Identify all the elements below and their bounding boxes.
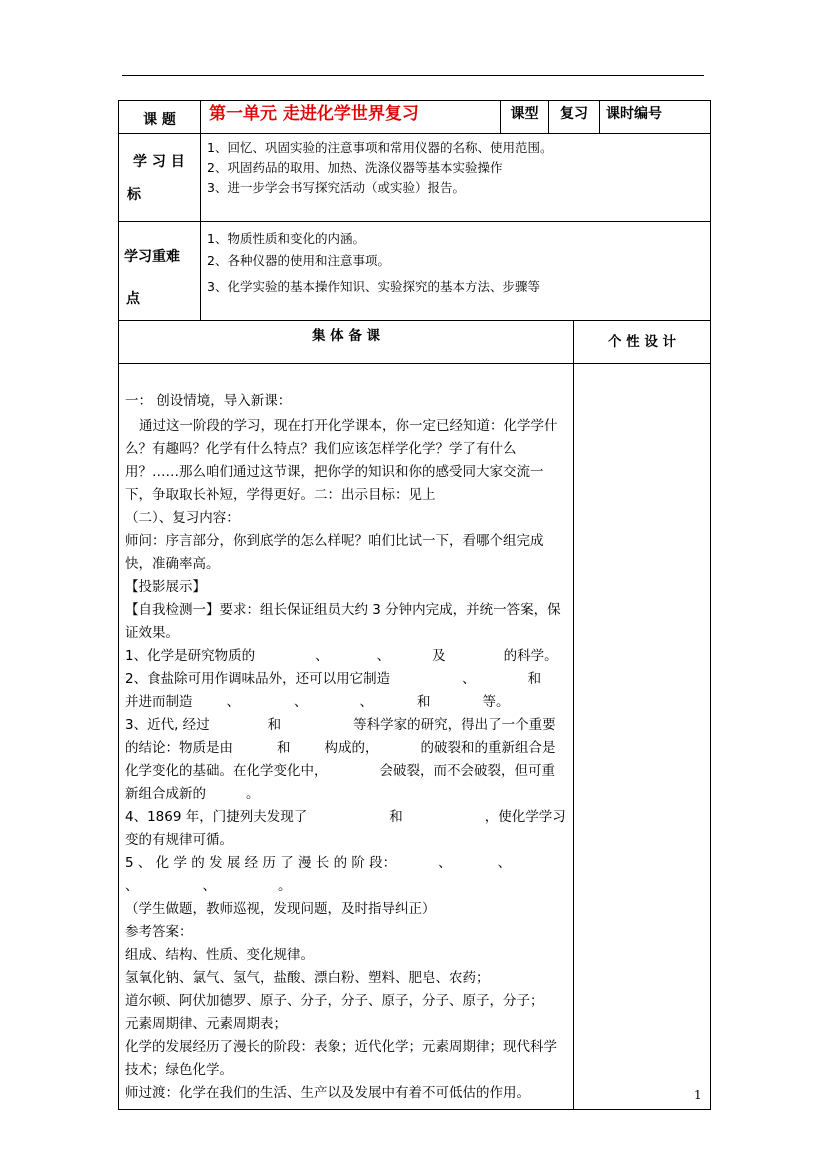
- key-point-item: 3、化学实验的基本操作知识、实验探究的基本方法、步骤等: [207, 279, 540, 294]
- answer-5: 化学的发展经历了漫长的阶段：表象；近代化学；元素周期律；现代科学技术；绿色化学。: [125, 1039, 557, 1078]
- key-points-content: [201, 222, 711, 321]
- collective-header: 集 体 备 课: [119, 321, 574, 364]
- answer-3: 道尔顿、阿伏加德罗、原子、分子，分子、原子，分子、原子，分子；: [125, 993, 544, 1009]
- key-point-item: 1、物质性质和变化的内涵。: [207, 231, 365, 246]
- key-point-item: 2、各种仪器的使用和注意事项。: [207, 253, 390, 268]
- question-4: 4、1869 年，门捷列夫发现了 和 ，使化学学习变的有规律可循。: [125, 809, 566, 848]
- answer-4: 元素周期律、元素周期表；: [125, 1016, 287, 1032]
- question-5: 5 、 化 学 的 发 展 经 历 了 漫 长 的 阶 段： 、 、、 、 。: [125, 855, 512, 894]
- lesson-title: 第一单元 走进化学世界复习: [201, 101, 501, 134]
- self-check-label: 【自我检测一】要求：组长保证组员大约 3 分钟内完成，并统一答案，保证效果。: [125, 602, 561, 641]
- type-label: 课型: [501, 101, 549, 134]
- goal-item: 1、回忆、巩固实验的注意事项和常用仪器的名称、使用范围。: [207, 140, 553, 155]
- teacher-transition: 师过渡：化学在我们的生活、生产以及发展中有着不可低估的作用。: [125, 1085, 530, 1101]
- header-rule: [122, 75, 704, 76]
- goals-content: [201, 134, 711, 222]
- goal-item: 2、巩固药品的取用、加热、洗涤仪器等基本实验操作: [207, 160, 503, 175]
- lesson-plan-table: [118, 100, 711, 1110]
- projection-label: 【投影展示】: [125, 579, 206, 595]
- goals-label: 学 习 目 标: [119, 134, 201, 222]
- page-number: 1: [694, 1088, 702, 1102]
- answer-2: 氢氧化钠、氯气、氢气，盐酸、漂白粉、塑料、肥皂、农药；: [125, 970, 490, 986]
- question-1: 1、化学是研究物质的 、 、 及 的科学。: [125, 648, 558, 664]
- question-2: 2、食盐除可用作调味品外，还可以用它制造 、 和 并进而制造 、 、 、 和 等。: [125, 671, 542, 710]
- question-3: 3、近代, 经过 和 等科学家的研究，得出了一个重要的结论：物质是由 和 构成的， 的破裂和的重新组合是化学变化的基础。在化学变化中， 会破裂，而不会破裂，但可重新组合成新的 。: [125, 717, 556, 802]
- topic-label: 课 题: [119, 101, 201, 134]
- review-heading: （二）、复习内容：: [125, 510, 240, 526]
- intro-line: 一： 创设情境，导入新课：: [125, 393, 292, 409]
- key-points-label: 学习重难 点: [119, 222, 201, 321]
- collective-content: [119, 364, 574, 1110]
- goal-item: 3、进一步学会书写探究活动（或实验）报告。: [207, 180, 465, 195]
- answer-1: 组成、结构、性质、变化规律。: [125, 947, 314, 963]
- teacher-question: 师问：序言部分，你到底学的怎么样呢？咱们比试一下，看哪个组完成快，准确率高。: [125, 533, 544, 572]
- code-label: 课时编号: [600, 101, 711, 134]
- personal-design-area: [574, 364, 711, 1110]
- answers-heading: 参考答案：: [125, 924, 193, 940]
- intro-paragraph: 通过这一阶段的学习，现在打开化学课本，你一定已经知道：化学学什么？有趣吗？化学有什么特点？我们应该怎样学化学？学了有什么用？……那么咱们通过这节课，把你学的知识和你的感受同大家交流一下，争取取长补短，学得更好。二：出示目标：见上: [125, 418, 558, 503]
- student-activity-note: （学生做题，教师巡视，发现问题，及时指导纠正）: [125, 901, 436, 917]
- type-value: 复习: [549, 101, 600, 134]
- personal-header: 个 性 设 计: [574, 321, 711, 364]
